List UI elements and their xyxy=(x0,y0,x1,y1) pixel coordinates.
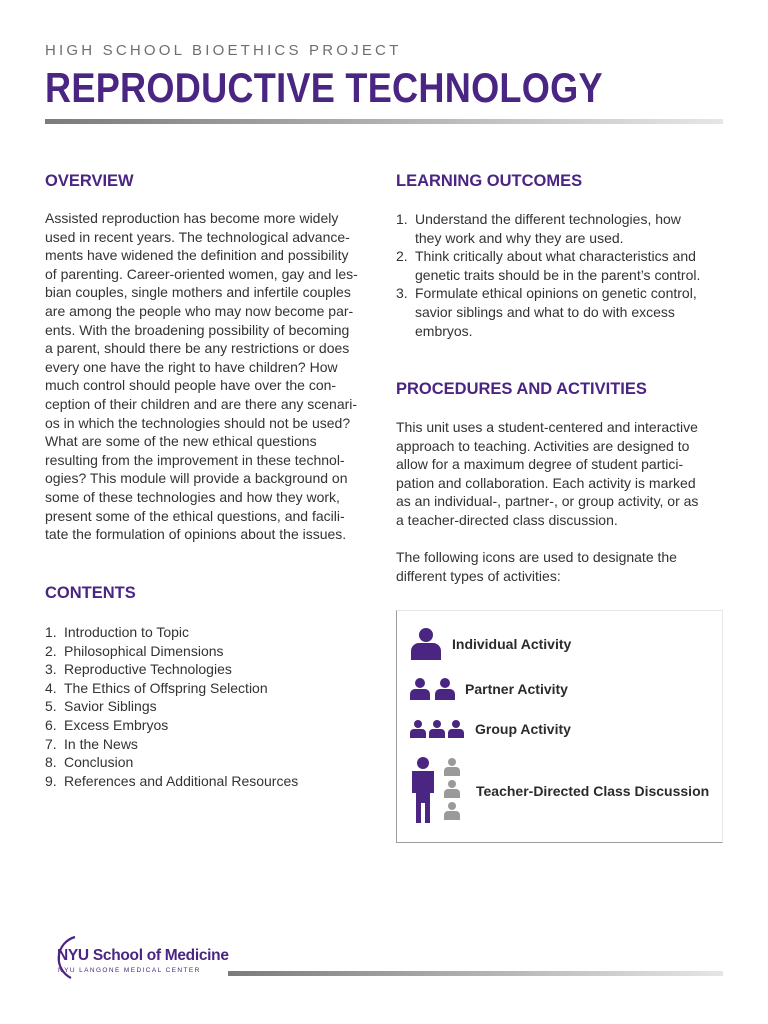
overview-line: some of these technologies and how they work, xyxy=(45,488,340,505)
overview-line: os in which the technologies should not be used? xyxy=(45,414,351,431)
overview-line: Assisted reproduction has become more widely xyxy=(45,210,339,226)
overview-line: ogies? This module will provide a background on xyxy=(45,470,348,487)
overview-line: ception of their children and are there any scenari- xyxy=(45,395,358,412)
procedures-paragraph: This unit uses a student-centered and interactive approach to teaching. Activities are designed to allow for a maximum degree of student partici- pation and collaboration. Each activity is marked as an individual-, partner-, or group activity, or as a teacher-directed class discussion. xyxy=(396,419,699,528)
contents-item: 6. Excess Embryos xyxy=(45,716,169,733)
overview-line: are among the people who may now become par- xyxy=(45,302,354,319)
legend-partner: Partner Activity xyxy=(409,677,568,701)
overview-line: ents. With the broadening possibility of becoming xyxy=(45,321,350,338)
individual-activity-icon xyxy=(409,627,443,661)
footer-divider xyxy=(228,971,723,976)
legend-teacher: Teacher-Directed Class Discussion xyxy=(409,757,709,825)
page-title: REPRODUCTIVE TECHNOLOGY xyxy=(45,64,603,111)
teacher-discussion-icon xyxy=(409,757,465,825)
contents-item: 9. References and Additional Resources xyxy=(45,772,299,789)
activity-legend xyxy=(396,610,723,843)
contents-list xyxy=(45,623,380,790)
overview-paragraph xyxy=(45,209,380,544)
outcome-item: 3. Formulate ethical opinions on genetic control, savior siblings and what to do with excess embryos. xyxy=(396,285,697,339)
logo-wordmark: NYU School of Medicine xyxy=(57,947,229,964)
contents-item: 1. Introduction to Topic xyxy=(45,624,190,640)
partner-activity-icon xyxy=(409,677,457,701)
logo-subtitle: NYU LANGONE MEDICAL CENTER xyxy=(58,967,201,974)
contents-item: 2. Philosophical Dimensions xyxy=(45,642,224,659)
overview-line: a parent, should there be any restrictions or does xyxy=(45,340,350,357)
contents-item: 8. Conclusion xyxy=(45,754,134,771)
procedures-heading: PROCEDURES AND ACTIVITIES xyxy=(396,380,647,398)
outcome-item: 2. Think critically about what characteristics and genetic traits should be in the parent’s control. xyxy=(396,248,701,283)
overview-line: present some of the ethical questions, and facili- xyxy=(45,507,345,524)
icons-intro-paragraph: The following icons are used to designate the different types of activities: xyxy=(396,549,677,584)
overview-line: every one have the right to have children? How xyxy=(45,358,338,375)
header-divider xyxy=(45,119,723,124)
contents-item: 7. In the News xyxy=(45,735,138,752)
nyu-logo xyxy=(45,934,229,979)
overview-line: of parenting. Career-oriented women, gay and les- xyxy=(45,265,358,282)
overview-line: What are some of the new ethical questions xyxy=(45,433,317,450)
contents-item: 4. The Ethics of Offspring Selection xyxy=(45,679,268,696)
contents-heading: CONTENTS xyxy=(45,584,136,602)
outcome-item: 1. Understand the different technologies, how they work and why they are used. xyxy=(396,211,681,246)
overview-line: ments have widened the definition and possibility xyxy=(45,247,349,264)
overview-line: used in recent years. The technological advance- xyxy=(45,228,350,245)
overview-line: much control should people have over the con- xyxy=(45,377,337,394)
legend-group: Group Activity xyxy=(409,719,571,739)
learning-outcomes-heading: LEARNING OUTCOMES xyxy=(396,172,583,190)
contents-item: 5. Savior Siblings xyxy=(45,698,157,715)
project-kicker: HIGH SCHOOL BIOETHICS PROJECT xyxy=(45,42,402,59)
overview-line: resulting from the improvement in these technol- xyxy=(45,451,345,468)
overview-heading: OVERVIEW xyxy=(45,172,134,190)
contents-item: 3. Reproductive Technologies xyxy=(45,661,232,678)
legend-individual: Individual Activity xyxy=(409,627,571,661)
overview-line: bian couples, single mothers and infertile couples xyxy=(45,284,351,301)
outcomes-list xyxy=(396,210,726,340)
group-activity-icon xyxy=(409,719,465,739)
overview-line: tate the formulation of opinions about the issues. xyxy=(45,526,347,543)
